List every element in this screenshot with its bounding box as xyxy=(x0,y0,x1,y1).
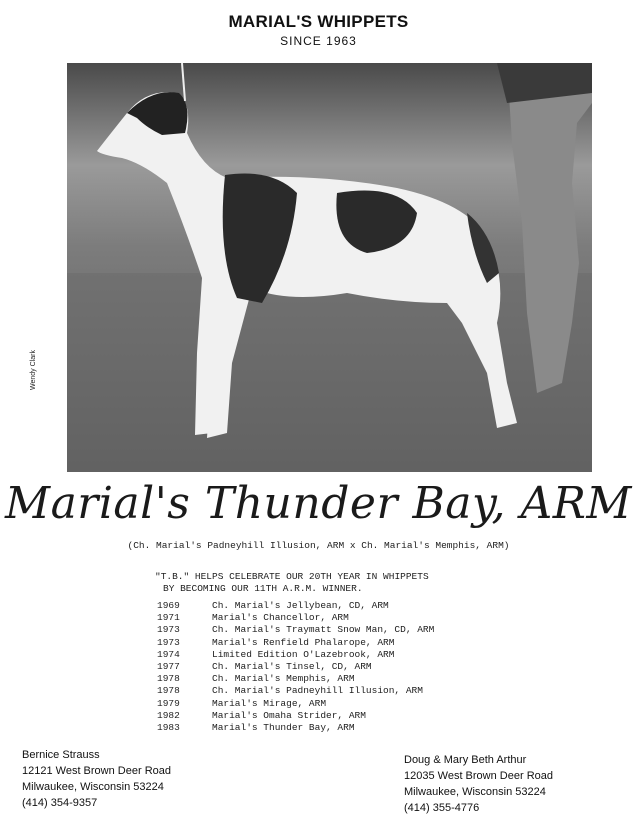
intro-line-2: BY BECOMING OUR 11TH A.R.M. WINNER. xyxy=(163,583,363,594)
winner-year: 1973 xyxy=(157,636,180,648)
winner-name: Limited Edition O'Lazebrook, ARM xyxy=(212,648,395,660)
list-item xyxy=(157,612,434,624)
winners-list xyxy=(157,600,434,734)
contact-left-phone: (414) 354-9357 xyxy=(22,797,98,809)
list-item xyxy=(157,649,434,661)
contact-left xyxy=(22,747,171,811)
intro-line-1: "T.B." HELPS CELEBRATE OUR 20TH YEAR IN WHIPPETS xyxy=(155,571,429,582)
list-item xyxy=(157,685,434,697)
page-title: MARIAL'S WHIPPETS xyxy=(228,12,409,31)
winner-name: Ch. Marial's Traymatt Snow Man, CD, ARM xyxy=(212,624,435,636)
pedigree-line: (Ch. Marial's Padneyhill Illusion, ARM x Ch. Marial's Memphis, ARM) xyxy=(127,540,510,551)
winner-name: Ch. Marial's Tinsel, CD, ARM xyxy=(212,661,372,673)
list-item xyxy=(157,624,434,636)
winner-name: Ch. Marial's Memphis, ARM xyxy=(212,673,355,685)
winner-name: Marial's Thunder Bay, ARM xyxy=(212,722,355,734)
winner-year: 1979 xyxy=(157,697,180,709)
winner-name: Marial's Omaha Strider, ARM xyxy=(212,709,366,721)
winner-name: Marial's Chancellor, ARM xyxy=(212,612,349,624)
list-item xyxy=(157,673,434,685)
contact-right-city: Milwaukee, Wisconsin 53224 xyxy=(404,786,546,798)
contact-left-name: Bernice Strauss xyxy=(22,749,100,761)
winner-year: 1974 xyxy=(157,648,180,660)
winner-year: 1983 xyxy=(157,722,180,734)
winner-name: Ch. Marial's Padneyhill Illusion, ARM xyxy=(212,685,423,697)
contact-right-name: Doug & Mary Beth Arthur xyxy=(404,754,527,766)
winner-year: 1977 xyxy=(157,661,180,673)
winner-year: 1982 xyxy=(157,709,180,721)
contact-left-street: 12121 West Brown Deer Road xyxy=(22,765,171,777)
contact-left-city: Milwaukee, Wisconsin 53224 xyxy=(22,781,164,793)
list-item xyxy=(157,637,434,649)
list-item xyxy=(157,600,434,612)
dog-photo-illustration xyxy=(67,63,592,472)
contact-right-phone: (414) 355-4776 xyxy=(404,802,480,814)
winner-year: 1969 xyxy=(157,600,180,611)
dog-name-heading: Marial's Thunder Bay, ARM xyxy=(5,478,632,529)
dog-photo xyxy=(67,63,592,472)
winner-year: 1978 xyxy=(157,685,180,697)
page-subtitle: SINCE 1963 xyxy=(280,34,357,48)
winner-name: Ch. Marial's Jellybean, CD, ARM xyxy=(212,600,389,611)
list-item xyxy=(157,661,434,673)
intro-text xyxy=(155,571,429,595)
contact-right xyxy=(404,752,553,816)
winner-year: 1971 xyxy=(157,612,180,624)
list-item xyxy=(157,722,434,734)
winner-year: 1978 xyxy=(157,673,180,685)
list-item xyxy=(157,710,434,722)
photo-credit: Wendy Clark xyxy=(30,350,37,390)
winner-name: Marial's Renfield Phalarope, ARM xyxy=(212,636,395,648)
list-item xyxy=(157,698,434,710)
winner-year: 1973 xyxy=(157,624,180,636)
winner-name: Marial's Mirage, ARM xyxy=(212,697,327,709)
contact-right-street: 12035 West Brown Deer Road xyxy=(404,770,553,782)
